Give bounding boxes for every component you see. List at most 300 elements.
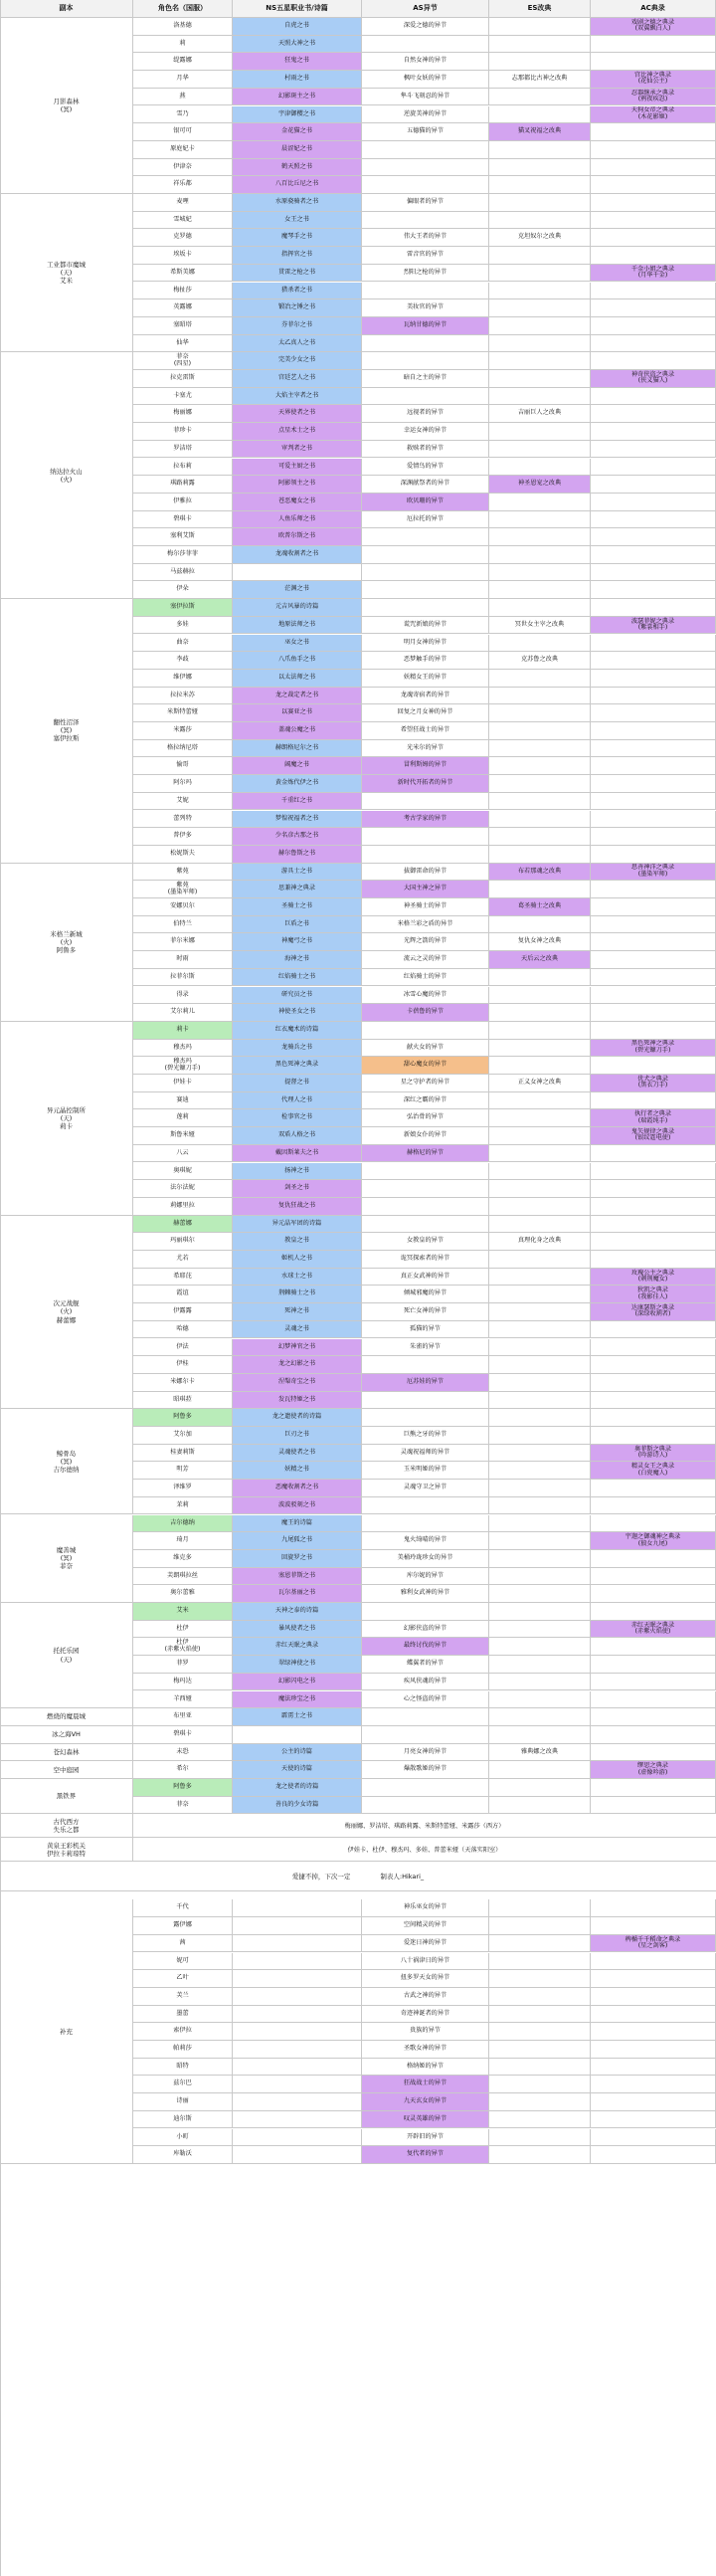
ac-cell: 奥菲斯之典录 (吟游诗人) [591, 1445, 716, 1463]
ns-book-cell: 金花猫之书 [233, 123, 362, 141]
dungeon-name: 次元战舰 (火) 赫蕾娜 [0, 1216, 133, 1410]
ns-book-cell: 黑色死神之典录 [233, 1057, 362, 1075]
as-cell: 厄苏娃的异节 [362, 1374, 489, 1392]
character-cell: 紫苑 [133, 864, 233, 882]
es-cell [489, 1988, 591, 2006]
es-cell [489, 846, 591, 864]
ac-cell [591, 176, 716, 194]
ac-cell [591, 1392, 716, 1410]
as-cell: 弘治骨的异节 [362, 1109, 489, 1127]
es-cell [489, 1339, 591, 1357]
ac-cell [591, 1988, 716, 2006]
as-cell: 雷音官的异节 [362, 247, 489, 265]
as-cell [362, 528, 489, 546]
es-cell [489, 740, 591, 758]
es-cell [489, 1550, 591, 1568]
es-cell [489, 1427, 591, 1445]
es-cell [489, 1917, 591, 1935]
character-cell: 拉克雷斯 [133, 370, 233, 388]
es-cell [489, 722, 591, 740]
es-cell [489, 1286, 591, 1303]
es-cell [489, 106, 591, 124]
character-cell: 帕莉莎 [133, 2041, 233, 2059]
ac-cell: 赤红天眠之典录 (赤紫火焰使) [591, 1621, 716, 1639]
ns-book-cell: 幻影闪电之书 [233, 1674, 362, 1691]
as-cell: 灵魂祝福师的异节 [362, 1445, 489, 1463]
ac-cell: 优犬之典录 (黑衣刀手) [591, 1075, 716, 1092]
ac-cell [591, 1726, 716, 1744]
as-cell: 星之守护者的异节 [362, 1075, 489, 1092]
dungeon-name: 补充 [0, 1899, 133, 2164]
es-cell [489, 423, 591, 441]
es-cell [489, 2006, 591, 2024]
ac-cell [591, 1251, 716, 1269]
character-cell: 伊娃卡 [133, 1075, 233, 1092]
es-cell [489, 635, 591, 653]
es-cell [489, 1022, 591, 1040]
character-cell: 菲罗 [133, 1656, 233, 1674]
es-cell: 复仇女神之改典 [489, 933, 591, 951]
as-cell [362, 1409, 489, 1427]
as-cell: 瓦纳甘德的异节 [362, 317, 489, 335]
character-cell: 塞伊拉斯 [133, 599, 233, 617]
es-cell [489, 2146, 591, 2164]
es-cell [489, 1057, 591, 1075]
ac-cell [591, 1797, 716, 1815]
es-cell [489, 969, 591, 987]
es-cell [489, 670, 591, 688]
ac-cell [591, 881, 716, 898]
ac-cell [591, 688, 716, 705]
es-cell [489, 1109, 591, 1127]
ns-book-cell [233, 1935, 362, 1953]
ac-cell [591, 1409, 716, 1427]
ac-cell [591, 704, 716, 722]
ac-cell [591, 1497, 716, 1515]
es-cell [489, 1392, 591, 1410]
ns-book-cell: 狂鬼之书 [233, 53, 362, 71]
character-cell: 莉 [133, 36, 233, 54]
es-cell: 克苏鲁之改典 [489, 652, 591, 670]
dungeon-name: 月影森林 (冥) [0, 18, 133, 194]
character-cell: 索伊拉 [133, 2023, 233, 2041]
ac-cell [591, 1691, 716, 1709]
character-cell: 得录 [133, 987, 233, 1005]
ac-cell [591, 53, 716, 71]
ac-cell [591, 951, 716, 969]
as-cell [362, 352, 489, 370]
ns-book-cell: 晨涩妃之书 [233, 141, 362, 159]
ac-cell: 天狗女帝之典录 (木花影姬) [591, 106, 716, 124]
as-cell: 库尔妮的异节 [362, 1568, 489, 1586]
ns-book-cell: 可爱主厨之书 [233, 459, 362, 477]
ac-cell [591, 1744, 716, 1762]
as-cell [362, 1603, 489, 1621]
ns-book-cell: 点星术士之书 [233, 423, 362, 441]
es-cell [489, 1726, 591, 1744]
as-cell: 巨熊之牙的异节 [362, 1427, 489, 1445]
ns-book-cell: 宫廷艺人之书 [233, 370, 362, 388]
as-cell: 奇迹神诞者的异节 [362, 2006, 489, 2024]
character-cell: 紫苑 (墨染军师) [133, 881, 233, 898]
ns-book-cell: 龙之使者的诗篇 [233, 1779, 362, 1797]
as-cell: 格纳姬的异节 [362, 2059, 489, 2077]
ns-book-cell: 龙骑兵之书 [233, 1040, 362, 1058]
ns-book-cell: 审判者之书 [233, 441, 362, 459]
es-cell [489, 1515, 591, 1533]
ns-book-cell [233, 2059, 362, 2077]
character-cell: 埃坂卡 [133, 247, 233, 265]
ac-cell: 忍器继承之典录 (鸦夜疾忍) [591, 89, 716, 106]
ns-book-cell [233, 1899, 362, 1917]
ac-cell [591, 1022, 716, 1040]
as-cell: 扭多罗天女的异节 [362, 1970, 489, 1988]
es-cell [489, 1899, 591, 1917]
character-cell: 艾妮 [133, 793, 233, 811]
ac-cell [591, 423, 716, 441]
es-cell [489, 2111, 591, 2129]
ac-cell: 达康瑟斯之典录 (深绿收割者) [591, 1303, 716, 1321]
ac-cell [591, 2129, 716, 2147]
es-cell [489, 1797, 591, 1815]
as-cell: 恶梦触手的异节 [362, 652, 489, 670]
character-cell: 茜 [133, 1935, 233, 1953]
ns-book-cell: 幻梦神官之书 [233, 1339, 362, 1357]
ac-cell [591, 1004, 716, 1022]
ac-cell [591, 352, 716, 370]
character-cell: 松妮斯夫 [133, 846, 233, 864]
ns-book-cell [233, 2111, 362, 2129]
es-cell [489, 1092, 591, 1110]
es-cell [489, 811, 591, 829]
as-cell: 救赎者的异节 [362, 441, 489, 459]
header-es: ES改典 [489, 0, 591, 18]
character-cell: 莉卡 [133, 1022, 233, 1040]
character-cell: 芙兰 [133, 1988, 233, 2006]
character-cell: 阿尔玛 [133, 775, 233, 793]
ns-book-cell [233, 2129, 362, 2147]
character-cell: 雪乃 [133, 106, 233, 124]
dungeon-name: 翻性沼泽 (冥) 塞伊拉斯 [0, 599, 133, 864]
as-cell: 冒利斯姆的异节 [362, 757, 489, 775]
es-cell [489, 212, 591, 230]
ns-book-cell: 巨盾之书 [233, 916, 362, 934]
ns-book-cell: 研究员之书 [233, 987, 362, 1005]
as-cell: 美妆官的异节 [362, 299, 489, 317]
dungeon-name: 托托乐园 (天) [0, 1603, 133, 1708]
character-cell: 米斯特蕾娅 [133, 704, 233, 722]
as-cell [362, 581, 489, 599]
ac-cell [591, 1233, 716, 1251]
ns-book-cell [233, 1917, 362, 1935]
es-cell: 正义女神之改典 [489, 1075, 591, 1092]
as-cell [362, 388, 489, 406]
ns-book-cell: 贯雷之枪之书 [233, 265, 362, 283]
character-cell: 库勒沃 [133, 2146, 233, 2164]
ns-book-cell: 梦惶祝福者之书 [233, 811, 362, 829]
es-cell [489, 1462, 591, 1480]
ns-book-cell: 八百比丘尼之书 [233, 176, 362, 194]
ac-cell [591, 933, 716, 951]
ns-book-cell: 暴风使者之书 [233, 1621, 362, 1639]
es-cell [489, 459, 591, 477]
as-cell [362, 828, 489, 846]
as-cell: 幸运女神的异节 [362, 423, 489, 441]
ns-book-cell: 戴因斯莱夫之书 [233, 1145, 362, 1163]
ac-cell: 波瑟菲妮之典录 (紫裳相手) [591, 617, 716, 635]
as-cell [362, 1515, 489, 1533]
character-cell: 克罗德 [133, 229, 233, 247]
ac-cell [591, 811, 716, 829]
es-cell [489, 546, 591, 564]
ac-cell [591, 1550, 716, 1568]
es-cell [489, 1532, 591, 1550]
character-cell: 露伊娜 [133, 1917, 233, 1935]
ac-cell [591, 459, 716, 477]
ns-book-cell: 恶魔收割者之书 [233, 1480, 362, 1497]
es-cell: 真理化身之改典 [489, 1233, 591, 1251]
dungeon-name: 纳达拉火山 (火) [0, 352, 133, 599]
character-cell: 格拉纳尼塔 [133, 740, 233, 758]
es-cell: 克坦奴尔之改典 [489, 229, 591, 247]
es-cell [489, 1638, 591, 1656]
ns-book-cell: 村雨之书 [233, 71, 362, 89]
extra-dungeon-members: 梅丽娜、罗洁塔、琪路莉露、米斯特蕾娅、米露莎（西方） [133, 1814, 716, 1838]
as-cell: 古武之神的异节 [362, 1988, 489, 2006]
ac-cell [591, 1899, 716, 1917]
character-cell: 马兹赫拉 [133, 564, 233, 582]
header-dungeon: 副本 [0, 0, 133, 18]
ac-cell [591, 2111, 716, 2129]
es-cell [489, 1656, 591, 1674]
as-cell: 倾城邪魔的异节 [362, 1286, 489, 1303]
ac-cell [591, 1427, 716, 1445]
character-cell: 菲奈 (四星) [133, 352, 233, 370]
character-cell: 燕 [133, 89, 233, 106]
as-cell: 玉米明姬的异节 [362, 1462, 489, 1480]
ns-book-cell: 女王之书 [233, 212, 362, 230]
ac-cell [591, 793, 716, 811]
character-cell: 塞利艾斯 [133, 528, 233, 546]
es-cell [489, 53, 591, 71]
character-cell: 维克多 [133, 1550, 233, 1568]
character-cell: 米娜尔卡 [133, 1374, 233, 1392]
character-cell: 米露莎 [133, 722, 233, 740]
character-cell: 罗洁塔 [133, 441, 233, 459]
es-cell [489, 1497, 591, 1515]
ns-book-cell: 自虎之书 [233, 18, 362, 36]
es-cell [489, 1163, 591, 1181]
as-cell: 欧贝珊的异节 [362, 494, 489, 511]
ns-book-cell: 翠绿神使之书 [233, 1656, 362, 1674]
as-cell: 回复之月女神的异节 [362, 704, 489, 722]
as-cell: 神圣骑士的异节 [362, 898, 489, 916]
as-cell: 新时代开拓者的异节 [362, 775, 489, 793]
es-cell [489, 352, 591, 370]
character-cell: 拉拉米苏 [133, 688, 233, 705]
as-cell: 红焰骑士的异节 [362, 969, 489, 987]
es-cell [489, 1251, 591, 1269]
as-cell: 空间精灵的异节 [362, 1917, 489, 1935]
ns-book-cell: 指挥官之书 [233, 247, 362, 265]
ns-book-cell: 死神之书 [233, 1303, 362, 1321]
character-cell: 拉布莉 [133, 459, 233, 477]
ac-cell [591, 494, 716, 511]
as-cell [362, 141, 489, 159]
character-cell: 小町 [133, 2129, 233, 2147]
ac-cell: 稗楯千千稻命之典录 (星之剑客) [591, 1935, 716, 1953]
es-cell [489, 1374, 591, 1392]
character-cell: 杜伊 [133, 1621, 233, 1639]
ac-cell [591, 2076, 716, 2093]
es-cell [489, 176, 591, 194]
es-cell [489, 775, 591, 793]
ac-cell [591, 247, 716, 265]
ns-book-cell: 赫朗格尼尔之书 [233, 740, 362, 758]
as-cell: 伟大王者的异节 [362, 229, 489, 247]
es-cell [489, 1356, 591, 1374]
as-cell: 自然女神的异节 [362, 53, 489, 71]
es-cell [489, 757, 591, 775]
as-cell: 爱情鸟的异节 [362, 459, 489, 477]
as-cell: 龙魂寄宿者的异节 [362, 688, 489, 705]
as-cell [362, 1797, 489, 1815]
as-cell: 大国主神之异节 [362, 881, 489, 898]
character-cell: 斯鲁米娅 [133, 1127, 233, 1145]
dungeon-name: 苍幻森林 [0, 1744, 133, 1762]
ac-cell [591, 757, 716, 775]
ac-cell [591, 1656, 716, 1674]
es-cell [489, 511, 591, 529]
ac-cell [591, 405, 716, 423]
ac-cell: 缪思之典录 (虚像吟游) [591, 1761, 716, 1779]
ns-book-cell: 宇津御樱之书 [233, 106, 362, 124]
character-cell: 希斯美娜 [133, 265, 233, 283]
es-cell [489, 1040, 591, 1058]
character-cell: 伊朵 [133, 581, 233, 599]
ac-cell [591, 2041, 716, 2059]
as-cell [362, 36, 489, 54]
es-cell: 志那都比古神之改典 [489, 71, 591, 89]
as-cell: 厄拉托的异节 [362, 511, 489, 529]
as-cell: 甜心魔女的异节 [362, 1057, 489, 1075]
es-cell [489, 1127, 591, 1145]
ns-book-cell: 涅槃奇宝之书 [233, 1374, 362, 1392]
ac-cell [591, 846, 716, 864]
character-cell: 穆杰玛 (碧光镰刀手) [133, 1057, 233, 1075]
as-cell: 偏眼者的异节 [362, 194, 489, 212]
es-cell [489, 1180, 591, 1198]
as-cell: 疾风侠魂的异节 [362, 1674, 489, 1691]
dungeon-name: 黑铁界 [0, 1779, 133, 1814]
as-cell: 诡冥探索者的异节 [362, 1251, 489, 1269]
ac-cell: 神奇侠盗之典录 (侠义猫人) [591, 370, 716, 388]
ac-cell [591, 1374, 716, 1392]
ns-book-cell [233, 1988, 362, 2006]
ac-cell: 宇迦之御魂神之典录 (狼女九尾) [591, 1532, 716, 1550]
character-cell: 菲珍卡 [133, 423, 233, 441]
ns-book-cell: 九尾狐之书 [233, 1532, 362, 1550]
ns-book-cell: 幻影斑主之书 [233, 89, 362, 106]
ns-book-cell [233, 1953, 362, 1971]
character-cell: 布里亚 [133, 1708, 233, 1726]
character-cell: 塞昭塔 [133, 317, 233, 335]
es-cell [489, 1568, 591, 1586]
ns-book-cell [233, 2023, 362, 2041]
ac-cell: 鬼矢规律之典录 (银纹霆电使) [591, 1127, 716, 1145]
character-cell: 吉尔德纳 [133, 1515, 233, 1533]
ac-cell [591, 1638, 716, 1656]
es-cell [489, 247, 591, 265]
ns-book-cell: 巨刃之书 [233, 1427, 362, 1445]
ns-book-cell [233, 2041, 362, 2059]
ns-book-cell: 圣骑士之书 [233, 898, 362, 916]
ac-cell [591, 335, 716, 353]
es-cell [489, 265, 591, 283]
as-cell [362, 1216, 489, 1234]
as-cell: 爆散歌姬的异节 [362, 1761, 489, 1779]
character-cell: 墨蕾 [133, 2006, 233, 2024]
ns-book-cell: 双盾人格之书 [233, 1127, 362, 1145]
ac-cell [591, 581, 716, 599]
as-cell: 希望狂战士的异节 [362, 722, 489, 740]
ac-cell [591, 36, 716, 54]
es-cell [489, 1216, 591, 1234]
es-cell [489, 528, 591, 546]
as-cell: 鬼火绮晴的异节 [362, 1532, 489, 1550]
ns-book-cell: 水原骁骑者之书 [233, 194, 362, 212]
es-cell [489, 1409, 591, 1427]
as-cell [362, 846, 489, 864]
character-cell: 玛丽琪尔 [133, 1233, 233, 1251]
as-cell: 心之怪盗的异节 [362, 1691, 489, 1709]
ns-book-cell: 灵魂使者之书 [233, 1445, 362, 1463]
ns-book-cell: 天界使者之书 [233, 405, 362, 423]
ac-cell: 戏剧之德之典录 (双翼飘白人) [591, 18, 716, 36]
ac-cell [591, 388, 716, 406]
as-cell: 复代者的异节 [362, 2146, 489, 2164]
ac-cell [591, 1216, 716, 1234]
ns-book-cell: 完美少女之书 [233, 352, 362, 370]
es-cell [489, 89, 591, 106]
ac-cell [591, 987, 716, 1005]
character-cell: 尤若 [133, 1251, 233, 1269]
es-cell [489, 1603, 591, 1621]
ns-book-cell: 神魔弓之书 [233, 933, 362, 951]
character-cell: 维伊娜 [133, 670, 233, 688]
ac-cell [591, 1339, 716, 1357]
character-cell: 伊露露 [133, 1303, 233, 1321]
character-cell: 伯特兰 [133, 916, 233, 934]
character-cell: 艾尔加 [133, 1427, 233, 1445]
ns-book-cell: 魔王的诗篇 [233, 1515, 362, 1533]
ac-cell [591, 441, 716, 459]
ac-cell [591, 916, 716, 934]
ns-book-cell: 以赛亚之书 [233, 704, 362, 722]
as-cell [362, 546, 489, 564]
ns-book-cell: 阔魔之书 [233, 757, 362, 775]
ns-book-cell: 瓦尔基丽之书 [233, 1585, 362, 1603]
ns-book-cell: 千重红之书 [233, 793, 362, 811]
ns-book-cell: 思兼神之典录 [233, 881, 362, 898]
character-cell: 菲尔米娜 [133, 933, 233, 951]
ac-cell [591, 2146, 716, 2164]
extra-dungeon-members: 伊娃卡、杜伊、穆杰玛、多娃、普蕾米娅（天落实阳室） [133, 1838, 716, 1862]
as-cell [362, 1497, 489, 1515]
es-cell [489, 2129, 591, 2147]
ac-cell [591, 212, 716, 230]
character-cell: 乙叶 [133, 1970, 233, 1988]
